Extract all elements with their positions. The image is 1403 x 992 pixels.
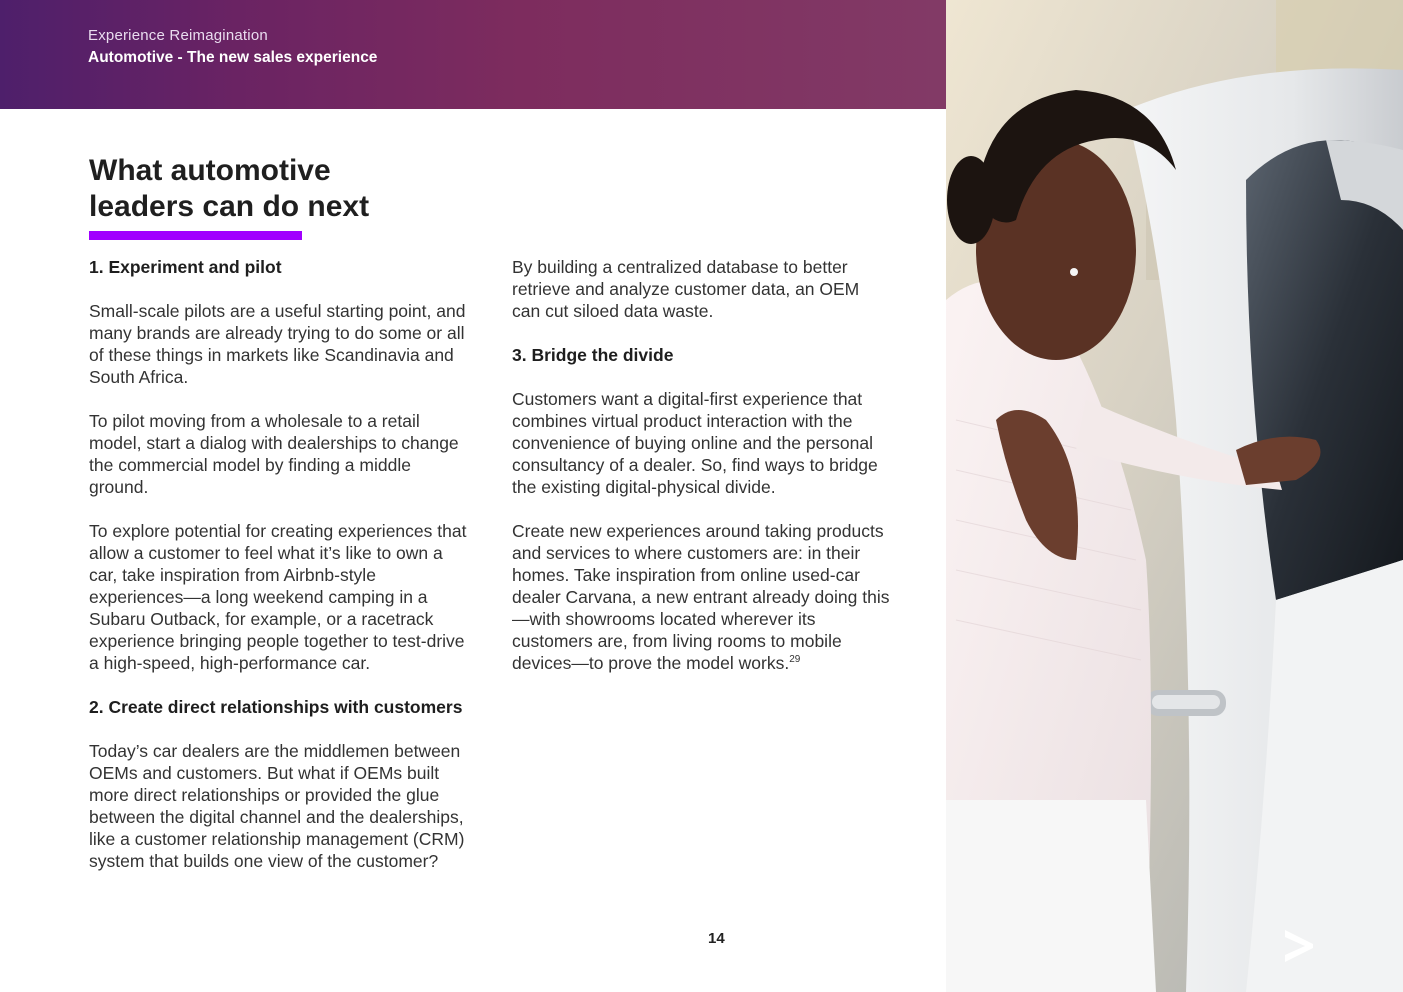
- woman-opening-car-door-illustration: [946, 0, 1403, 992]
- heading-accent-bar: [89, 231, 302, 240]
- section-1-paragraph-1: Small-scale pilots are a useful starting point, and many brands are already trying to do some or all of these things in markets like Scandinavia and South Africa.: [89, 301, 466, 387]
- section-2-paragraph-1: Today’s car dealers are the middlemen between OEMs and customers. But what if OEMs built more direct relationships or provided the glue between the digital channel and the dealerships, like a customer relationship management (CRM) system that builds one view of the customer?: [89, 741, 465, 871]
- right-column: [512, 256, 890, 674]
- heading-line-2: leaders can do next: [89, 190, 370, 223]
- section-1-title: 1. Experiment and pilot: [89, 257, 282, 277]
- section-3-title: 3. Bridge the divide: [512, 345, 674, 365]
- page-heading: [89, 153, 469, 225]
- greater-than-arrow-icon: [1283, 928, 1315, 964]
- section-3-paragraph-2: [512, 520, 890, 674]
- section-1-paragraph-3: To explore potential for creating experiences that allow a customer to feel what it’s like to own a car, take inspiration from Airbnb-style experiences—a long weekend camping in a Subaru Outback, for example, or a racetrack experience bringing people together to test-drive a high-speed, high-performance car.: [89, 521, 467, 673]
- section-2-title: 2. Create direct relationships with customers: [89, 697, 463, 717]
- heading-line-1: What automotive: [89, 154, 331, 187]
- header-kicker: Experience Reimagination: [88, 27, 268, 44]
- page-number: 14: [708, 930, 725, 947]
- section-3-paragraph-2-text: Create new experiences around taking products and services to where customers are: in their homes. Take inspiration from online used-car dealer Carvana, a new entrant already doing this—with showrooms located wherever its customers are, from living rooms to mobile devices—to prove the model works.: [512, 521, 890, 673]
- left-column: [89, 256, 467, 872]
- hero-photo: [946, 0, 1403, 992]
- header-band: [0, 0, 946, 109]
- header-title: Automotive - The new sales experience: [88, 49, 378, 66]
- section-1-paragraph-2: To pilot moving from a wholesale to a retail model, start a dialog with dealerships to change the commercial model by finding a middle ground.: [89, 411, 459, 497]
- footnote-marker: 29: [789, 654, 801, 666]
- section-3-paragraph-1: Customers want a digital-first experience that combines virtual product interaction with the convenience of buying online and the personal consultancy of a dealer. So, find ways to bridge the existing digital-physical divide.: [512, 389, 878, 497]
- section-2-paragraph-2: By building a centralized database to better retrieve and analyze customer data, an OEM can cut siloed data waste.: [512, 257, 860, 321]
